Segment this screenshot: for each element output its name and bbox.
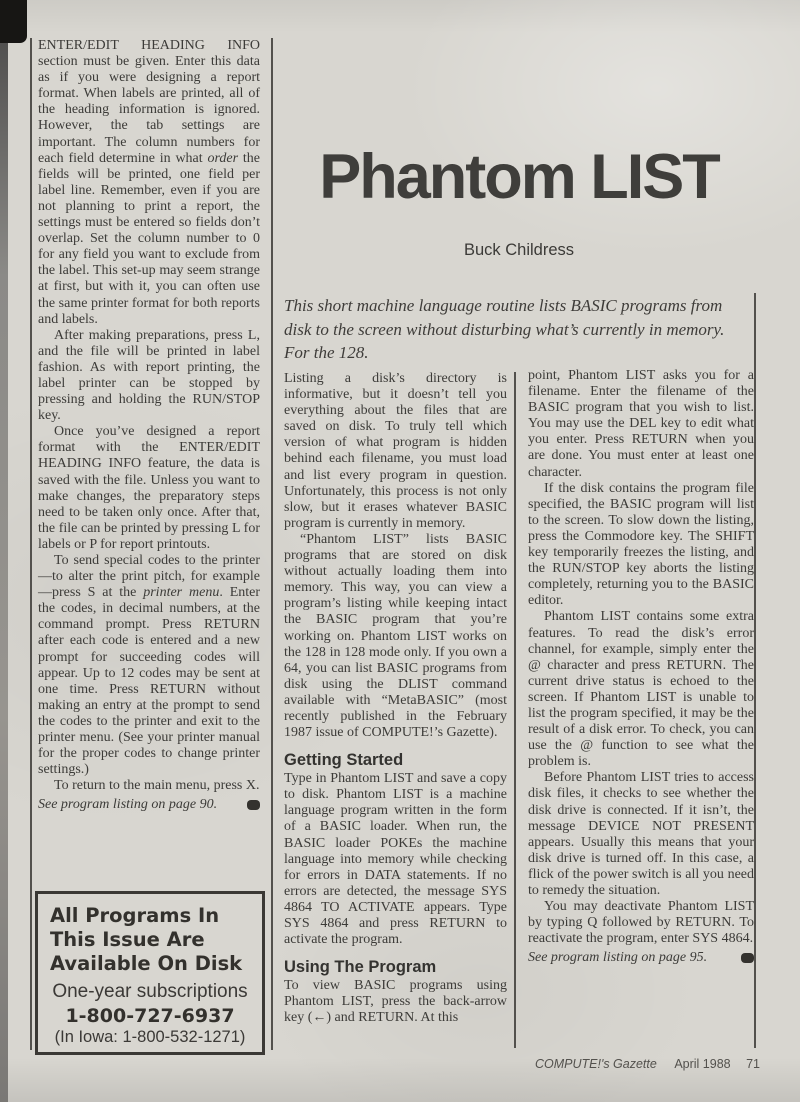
article-deck: This short machine language routine lists BASIC programs from disk to the screen without disturbing what’s currently in memory. For the 128. [284,296,725,362]
article-header [283,142,755,212]
paragraph: Type in Phantom LIST and save a copy to disk. Phantom LIST is a machine language program written in the form of a BASIC loader. When run, the BASIC loader POKEs the machine language into memory while checking for errors in DATA statements. If no errors are detected, the message SYS 4864 TO ACTIVATE appears. Type SYS 4864 and press RETURN to activate the program. [284,771,507,948]
end-of-article-icon [741,953,754,963]
paragraph: Once you’ve designed a report format with the ENTER/EDIT HEADING INFO feature, the data is saved with the file. Unless you want to make changes, the preparatory steps need to be taken only once. After that, the file can be printed by pressing L for labels or P for report printouts. [38,424,260,552]
paragraph: To return to the main menu, press X. [54,778,260,794]
section-heading-getting-started: Getting Started [284,751,404,770]
paragraph-text: . Enter the codes, in decimal numbers, at the command prompt. Press RETURN after each code is entered and a new prompt for succeeding codes will appear. Up to 12 codes may be sent at one time. Press RETURN without making an entry at the prompt to send the codes to the printer and exit to the printer menu. (See your printer manual for the proper codes to change printer settings.) [38,585,261,778]
paragraph-text: the fields will be printed, one field per label line. Remember, even if you are not planning to print a report, the settings must be entered so fields don’t overlap. Set the column number to 0 for any field you want to exclude from the label. This set-up may seem strange at first, but with it, you can often use the same printer format for both reports and labels. [38,150,261,327]
column-rule-left-inner [271,38,273,1050]
italic-term: printer menu [143,585,220,601]
paragraph: You may deactivate Phantom LIST by typing Q followed by RETURN. To reactivate the program, enter SYS 4864. [528,899,754,947]
disk-subscription-box [35,891,265,1055]
article-column-1 [284,371,507,1026]
paragraph: “Phantom LIST” lists BASIC programs that are stored on disk without actually loading them into memory. This way, you can view a program’s listing while keeping intact the BASIC program that you’re working on. Phantom LIST works on the 128 in 128 mode only. If you own a 64, you can list BASIC programs from disk using the DLIST command available with “MetaBASIC” (most recently published in the February 1987 issue of COMPUTE!’s Gazette). [284,531,507,741]
article-column-2 [528,368,754,966]
disk-ad-subheading: One-year subscriptions [52,981,248,1002]
left-column [38,38,260,814]
footer-issue-date: April 1988 [674,1057,731,1071]
listing-note-text: See program listing on page 95. [528,950,708,966]
paragraph-text: ENTER/EDIT HEADING INFO section must be given. Enter this data as if you were designing a report format. When labels are printed, all of the heading information is ignored. However, the tab settings are important. The column numbers for each field determine in what [38,38,260,166]
paragraph [38,553,260,778]
disk-ad-phone: 1-800-727-6937 [65,1005,235,1027]
listing-note-text: See program listing on page 90. [38,797,218,813]
italic-term: order [207,150,239,166]
listing-note [528,950,754,966]
scan-corner-dark [0,0,27,43]
disk-ad-phone-iowa: (In Iowa: 1-800-532-1271) [54,1028,246,1046]
paragraph: point, Phantom LIST asks you for a filename. Enter the filename of the BASIC program that you wish to list. You may use the DEL key to edit what you enter. Press RETURN when you are done. You must enter at least one character. [528,368,754,480]
paragraph: Before Phantom LIST tries to access disk files, it checks to see whether the disk drive is connected. If it isn’t, the message DEVICE NOT PRESENT appears. Usually this means that your disk drive is turned off. In this case, a flick of the power switch is all you need to remedy the situation. [528,770,754,898]
column-rule-left-outer [30,38,32,1050]
paragraph: Listing a disk’s directory is informative, but it doesn’t tell you everything about the files that are saved on disk. To truly tell which version of what program is hidden behind each filename, you must load and list every program in question. Unfortunately, this process is not only slow, but it erases whatever BASIC program is currently in memory. [284,371,507,531]
disk-ad-heading: All Programs In This Issue Are Available On Disk [50,904,243,975]
paragraph [38,38,260,328]
paragraph-text: To send special codes to the printer—to alter the print pitch, for example—press S at the [38,553,260,601]
paragraph: To view BASIC programs using Phantom LIST, press the back-arrow key (←) and RETURN. At this [284,978,507,1026]
article-byline: Buck Childress [463,241,575,259]
listing-note [38,797,260,813]
footer-magazine-name: COMPUTE!'s Gazette [534,1057,657,1071]
paragraph: After making preparations, press L, and the file will be printed in label fashion. As with report printing, the label printer can be stopped by pressing and holding the RUN/STOP key. [38,327,260,424]
column-rule-article-right [754,293,756,1048]
paragraph: Phantom LIST contains some extra features. To read the disk’s error channel, for example, simply enter the @ character and press RETURN. The current drive status is echoed to the screen. If Phantom LIST is unable to list the program specified, it may be the result of a disk error. To check, you can use the @ function to see what the problem is. [528,609,754,770]
end-of-article-icon [247,800,260,810]
article-title: Phantom LIST [319,142,719,212]
section-heading-using-the-program: Using The Program [284,958,437,977]
scan-edge-left [0,0,8,1102]
column-rule-article-middle [514,372,516,1048]
paragraph: If the disk contains the program file specified, the BASIC program will list to the screen. To slow down the listing, press the Commodore key. The SHIFT key temporarily freezes the listing, and the RUN/STOP key aborts the listing completely, returning you to the BASIC editor. [528,480,754,609]
footer-page-number: 71 [746,1057,760,1071]
page-footer [420,1057,760,1071]
